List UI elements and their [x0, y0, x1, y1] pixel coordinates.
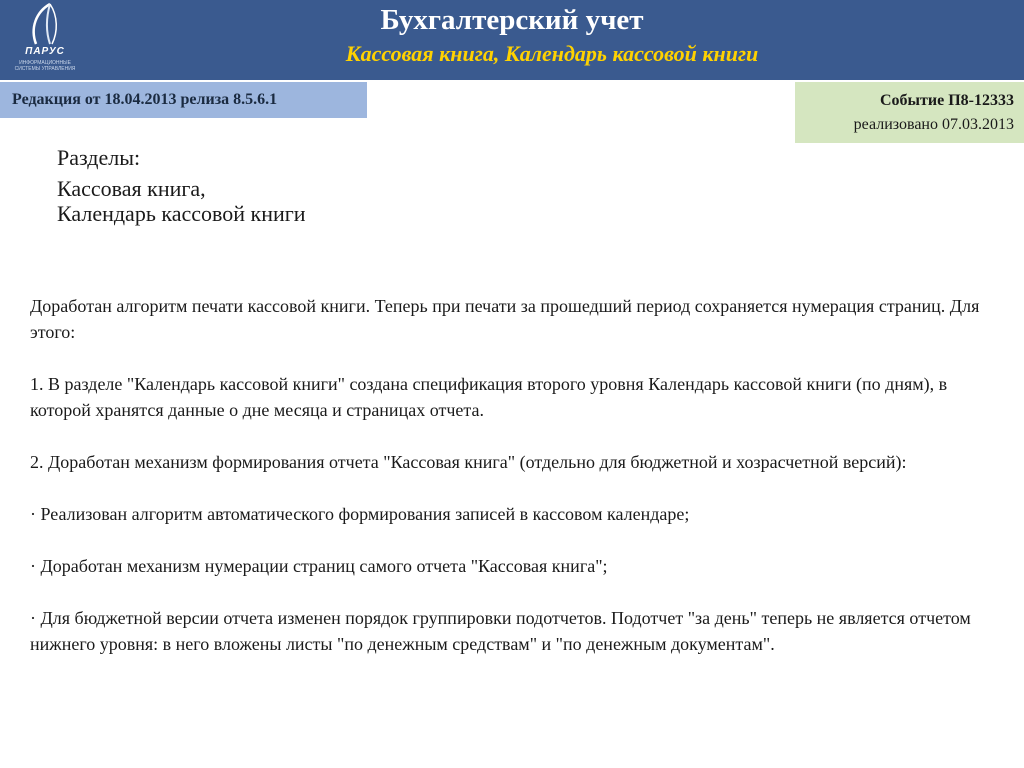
bullet-3: · Для бюджетной версии отчета изменен порядок группировки подотчетов. Подотчет "за день" теперь не является отчетом нижнего уровня: в него вложены листы "по денежным средствам" и "по денежным документам".: [30, 608, 971, 654]
header-bar: [0, 0, 1024, 80]
edition-badge: Редакция от 18.04.2013 релиза 8.5.6.1: [0, 82, 367, 118]
sections-label: Разделы:: [57, 145, 141, 170]
description-body: [30, 293, 1005, 657]
sections-block: [57, 145, 306, 226]
event-box: [795, 82, 1024, 143]
page-subtitle: Кассовая книга, Календарь кассовой книги: [345, 41, 759, 66]
page-title: Бухгалтерский учет: [380, 4, 644, 36]
intro-paragraph: Доработан алгоритм печати кассовой книги. Теперь при печати за прошедший период сохраняется нумерация страниц. Для этого:: [30, 296, 980, 342]
logo-subtitle: ИНФОРМАЦИОННЫЕ СИСТЕМЫ УПРАВЛЕНИЯ: [14, 60, 76, 72]
event-implemented-date: реализовано 07.03.2013: [853, 116, 1014, 133]
bullet-1: · Реализован алгоритм автоматического формирования записей в кассовом календаре;: [30, 504, 690, 524]
item-1: 1. В разделе "Календарь кассовой книги" создана спецификация второго уровня Календарь кассовой книги (по дням), в которой хранятся данные о дне месяца и страницах отчета.: [30, 374, 948, 420]
item-2: 2. Доработан механизм формирования отчета "Кассовая книга" (отдельно для бюджетной и хозрасчетной версий):: [30, 452, 907, 472]
bullet-2: · Доработан механизм нумерации страниц самого отчета "Кассовая книга";: [30, 556, 608, 576]
logo-name: ПАРУС: [25, 46, 65, 57]
section-cash-book-calendar: Календарь кассовой книги: [57, 201, 306, 226]
event-id: Событие П8-12333: [880, 92, 1014, 109]
section-cash-book: Кассовая книга,: [57, 176, 206, 201]
